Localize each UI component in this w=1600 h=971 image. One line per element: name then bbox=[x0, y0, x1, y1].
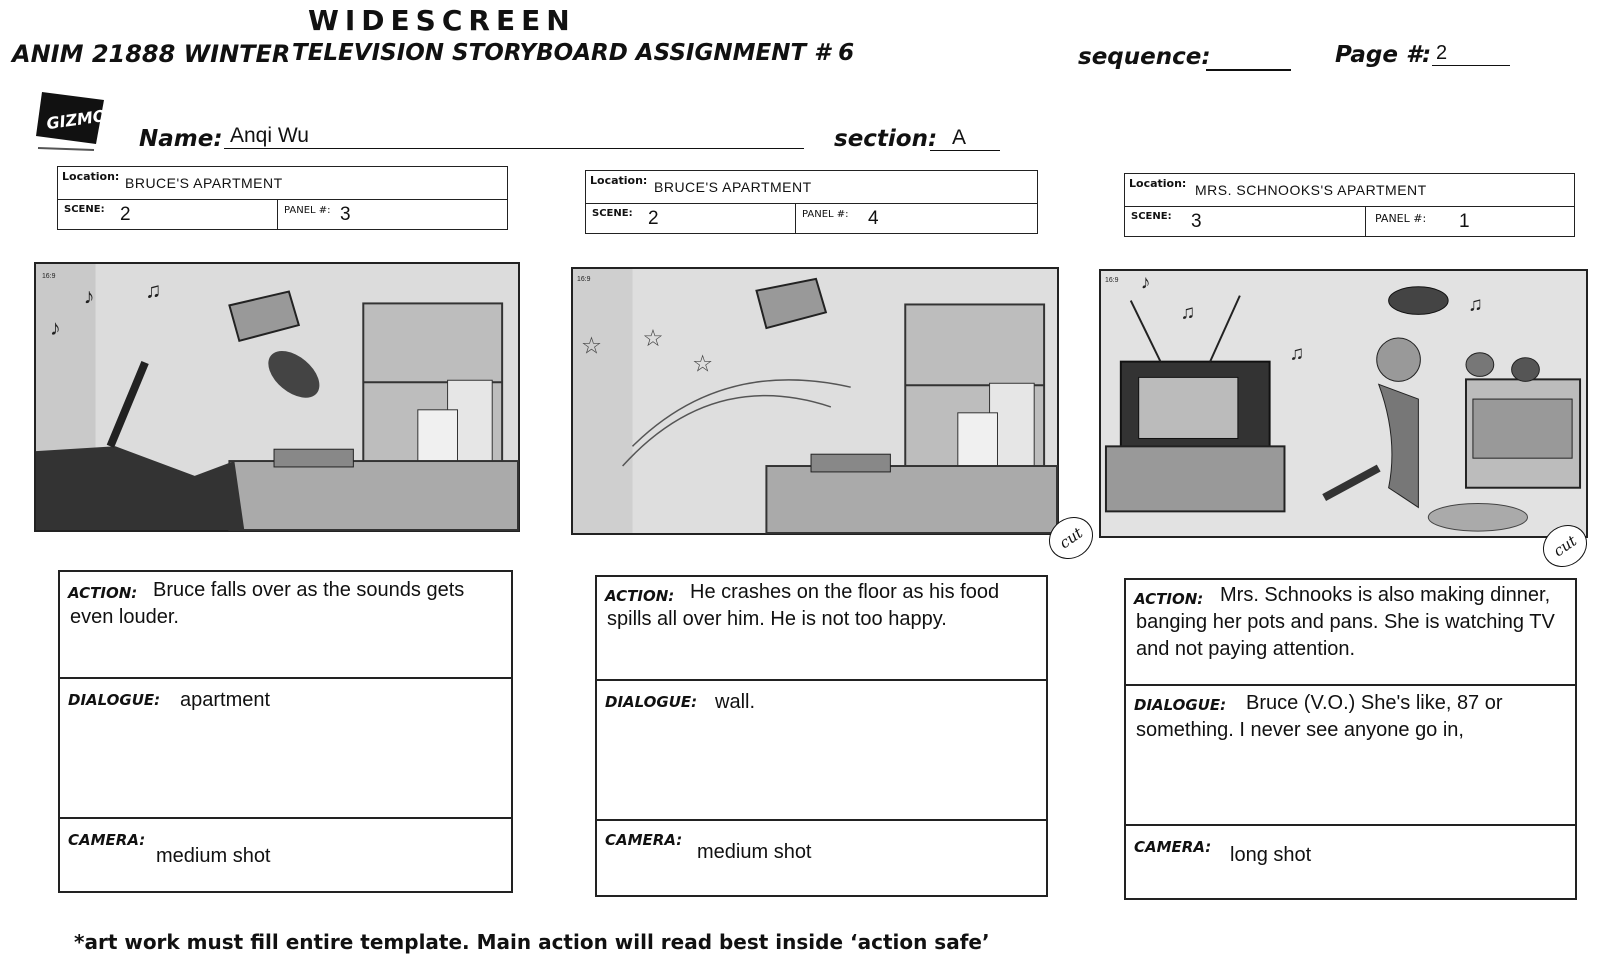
cut-mark-2: cut bbox=[1041, 508, 1102, 567]
assignment-title: TELEVISION STORYBOARD ASSIGNMENT # 6 bbox=[292, 40, 855, 66]
aspect-tag: 16:9 bbox=[576, 275, 591, 283]
course-code: ANIM 21888 WINTER bbox=[12, 40, 291, 68]
storyboard-frame-2 bbox=[571, 267, 1059, 535]
dialogue-section bbox=[597, 681, 1046, 821]
camera-section bbox=[60, 819, 511, 895]
svg-text:♫: ♫ bbox=[1289, 342, 1305, 365]
dialogue-text[interactable]: wall. bbox=[715, 691, 756, 713]
section-field[interactable]: A bbox=[930, 126, 1000, 151]
dialogue-text[interactable]: Bruce (V.O.) She's like, 87 or something. I never see anyone go in, bbox=[1136, 692, 1503, 741]
svg-text:♫: ♫ bbox=[145, 277, 162, 303]
panel-value[interactable]: 3 bbox=[340, 204, 351, 225]
name-field[interactable]: Anqi Wu bbox=[224, 124, 804, 149]
location-label: Location: bbox=[62, 170, 120, 183]
cut-mark-3: cut bbox=[1535, 516, 1596, 575]
sequence-field[interactable] bbox=[1206, 69, 1291, 71]
panel-label: PANEL #: bbox=[1375, 212, 1427, 225]
notes-box-1 bbox=[58, 570, 513, 893]
scene-value[interactable]: 3 bbox=[1191, 211, 1202, 232]
action-label: ACTION: bbox=[1134, 590, 1204, 608]
camera-text[interactable]: medium shot bbox=[156, 845, 271, 867]
notes-box-2 bbox=[595, 575, 1048, 897]
location-box-1 bbox=[57, 166, 508, 230]
action-section bbox=[60, 572, 511, 679]
camera-text[interactable]: medium shot bbox=[697, 841, 812, 863]
scene-value[interactable]: 2 bbox=[648, 208, 659, 229]
dialogue-label: DIALOGUE: bbox=[1134, 696, 1227, 714]
dialogue-text[interactable]: apartment bbox=[180, 689, 271, 711]
svg-text:☆: ☆ bbox=[642, 325, 664, 352]
camera-section bbox=[597, 821, 1046, 899]
panel-value[interactable]: 1 bbox=[1459, 211, 1470, 232]
dialogue-label: DIALOGUE: bbox=[605, 693, 698, 711]
dialogue-label: DIALOGUE: bbox=[68, 691, 161, 709]
panel-label: PANEL #: bbox=[802, 209, 849, 220]
name-label: Name: bbox=[139, 126, 223, 152]
page-label: Page #: bbox=[1335, 42, 1432, 68]
dialogue-section bbox=[1126, 686, 1575, 826]
scene-value[interactable]: 2 bbox=[120, 204, 131, 225]
camera-section bbox=[1126, 826, 1575, 902]
action-label: ACTION: bbox=[605, 587, 675, 605]
location-value[interactable]: BRUCE'S APARTMENT bbox=[125, 175, 283, 191]
page-number-field[interactable]: 2 bbox=[1432, 42, 1510, 66]
sequence-label: sequence: bbox=[1078, 44, 1211, 70]
camera-label: CAMERA: bbox=[68, 831, 146, 849]
action-text[interactable]: Bruce falls over as the sounds gets even louder. bbox=[70, 579, 465, 628]
svg-text:♪: ♪ bbox=[49, 315, 61, 340]
location-label: Location: bbox=[1129, 177, 1187, 190]
notes-box-3 bbox=[1124, 578, 1577, 900]
location-box-2 bbox=[585, 170, 1038, 234]
footer-note: *art work must fill entire template. Main action will read best inside ‘action safe’ bbox=[74, 930, 990, 954]
section-label: section: bbox=[834, 126, 938, 152]
storyboard-frame-1 bbox=[34, 262, 520, 532]
svg-text:♪: ♪ bbox=[83, 283, 95, 309]
action-text[interactable]: He crashes on the floor as his food spills all over him. He is not too happy. bbox=[607, 581, 1000, 630]
svg-text:☆: ☆ bbox=[692, 351, 714, 378]
scene-label: SCENE: bbox=[592, 208, 633, 219]
action-section bbox=[597, 577, 1046, 681]
camera-label: CAMERA: bbox=[1134, 838, 1212, 856]
svg-text:☆: ☆ bbox=[580, 333, 603, 360]
action-section bbox=[1126, 580, 1575, 686]
svg-text:♫: ♫ bbox=[1180, 301, 1196, 324]
aspect-tag: 16:9 bbox=[41, 272, 56, 280]
camera-text[interactable]: long shot bbox=[1230, 844, 1312, 866]
location-value[interactable]: MRS. SCHNOOKS'S APARTMENT bbox=[1195, 182, 1427, 198]
svg-text:♫: ♫ bbox=[1467, 293, 1483, 316]
panel-value[interactable]: 4 bbox=[868, 208, 879, 229]
dialogue-section bbox=[60, 679, 511, 819]
camera-label: CAMERA: bbox=[605, 831, 683, 849]
gizmos-logo bbox=[34, 88, 124, 154]
aspect-tag: 16:9 bbox=[1104, 276, 1119, 284]
template-title: WIDESCREEN bbox=[308, 4, 576, 37]
action-label: ACTION: bbox=[68, 584, 138, 602]
panel-label: PANEL #: bbox=[284, 205, 331, 216]
location-value[interactable]: BRUCE'S APARTMENT bbox=[654, 179, 812, 195]
scene-label: SCENE: bbox=[1131, 211, 1172, 222]
scene-label: SCENE: bbox=[64, 204, 105, 215]
svg-text:♪: ♪ bbox=[1140, 271, 1151, 294]
location-box-3 bbox=[1124, 173, 1575, 237]
logo-text: GIZMO'S bbox=[45, 103, 124, 134]
location-label: Location: bbox=[590, 174, 648, 187]
storyboard-frame-3 bbox=[1099, 269, 1588, 538]
action-text[interactable]: Mrs. Schnooks is also making dinner, banging her pots and pans. She is watching TV and not paying attention. bbox=[1136, 584, 1555, 660]
